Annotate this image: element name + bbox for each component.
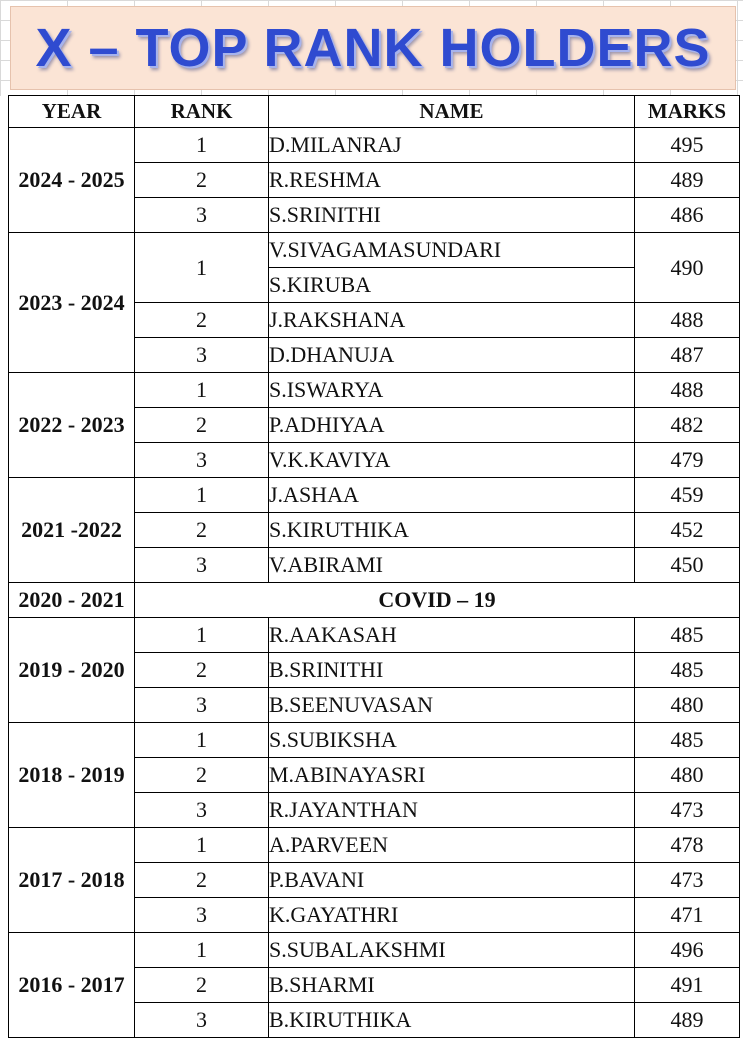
name-cell: S.SUBIKSHA — [269, 723, 635, 758]
marks-cell: 459 — [635, 478, 740, 513]
rank-cell: 1 — [135, 828, 269, 863]
marks-cell: 473 — [635, 863, 740, 898]
name-cell: J.ASHAA — [269, 478, 635, 513]
table-row — [9, 583, 740, 618]
table-row — [9, 478, 740, 513]
marks-cell: 485 — [635, 618, 740, 653]
year-cell: 2023 - 2024 — [9, 233, 135, 373]
marks-cell: 480 — [635, 758, 740, 793]
marks-cell: 479 — [635, 443, 740, 478]
marks-cell: 487 — [635, 338, 740, 373]
year-cell: 2022 - 2023 — [9, 373, 135, 478]
table-row — [9, 828, 740, 863]
rank-cell: 2 — [135, 863, 269, 898]
rank-header: RANK — [135, 96, 269, 128]
name-cell: R.RESHMA — [269, 163, 635, 198]
name-cell: S.ISWARYA — [269, 373, 635, 408]
marks-cell: 485 — [635, 723, 740, 758]
name-header: NAME — [269, 96, 635, 128]
rank-cell: 1 — [135, 933, 269, 968]
table-row — [9, 723, 740, 758]
rank-cell: 3 — [135, 1003, 269, 1038]
marks-cell: 486 — [635, 198, 740, 233]
header-row — [9, 96, 740, 128]
rank-cell: 2 — [135, 758, 269, 793]
marks-cell: 482 — [635, 408, 740, 443]
name-cell: S.SRINITHI — [269, 198, 635, 233]
marks-cell: 485 — [635, 653, 740, 688]
name-cell: V.SIVAGAMASUNDARI — [269, 233, 635, 268]
rank-cell: 1 — [135, 618, 269, 653]
marks-cell: 452 — [635, 513, 740, 548]
name-cell: R.AAKASAH — [269, 618, 635, 653]
marks-cell: 488 — [635, 303, 740, 338]
year-header: YEAR — [9, 96, 135, 128]
year-cell: 2018 - 2019 — [9, 723, 135, 828]
name-cell: D.DHANUJA — [269, 338, 635, 373]
name-cell: S.KIRUBA — [269, 268, 635, 303]
page-title: X – TOP RANK HOLDERS — [35, 18, 711, 78]
year-cell: 2021 -2022 — [9, 478, 135, 583]
table-row — [9, 233, 740, 268]
rank-cell: 2 — [135, 408, 269, 443]
rank-cell: 3 — [135, 443, 269, 478]
name-cell: S.SUBALAKSHMI — [269, 933, 635, 968]
title-banner — [10, 6, 736, 90]
name-cell: M.ABINAYASRI — [269, 758, 635, 793]
marks-cell: 496 — [635, 933, 740, 968]
name-cell: J.RAKSHANA — [269, 303, 635, 338]
marks-cell: 489 — [635, 1003, 740, 1038]
marks-cell: 491 — [635, 968, 740, 1003]
table-row — [9, 128, 740, 163]
marks-cell: 471 — [635, 898, 740, 933]
year-cell: 2024 - 2025 — [9, 128, 135, 233]
rank-cell: 2 — [135, 968, 269, 1003]
rank-cell: 3 — [135, 338, 269, 373]
table-row — [9, 373, 740, 408]
rank-cell: 2 — [135, 163, 269, 198]
rank-cell: 3 — [135, 793, 269, 828]
name-cell: V.ABIRAMI — [269, 548, 635, 583]
name-cell: A.PARVEEN — [269, 828, 635, 863]
name-cell: P.BAVANI — [269, 863, 635, 898]
name-cell: B.SHARMI — [269, 968, 635, 1003]
rank-cell: 3 — [135, 198, 269, 233]
year-cell: 2019 - 2020 — [9, 618, 135, 723]
name-cell: B.SRINITHI — [269, 653, 635, 688]
marks-cell: 480 — [635, 688, 740, 723]
name-cell: P.ADHIYAA — [269, 408, 635, 443]
name-cell: B.KIRUTHIKA — [269, 1003, 635, 1038]
marks-cell: 495 — [635, 128, 740, 163]
name-cell: B.SEENUVASAN — [269, 688, 635, 723]
name-cell: R.JAYANTHAN — [269, 793, 635, 828]
rank-cell: 2 — [135, 303, 269, 338]
year-cell: 2016 - 2017 — [9, 933, 135, 1038]
name-cell: V.K.KAVIYA — [269, 443, 635, 478]
rank-cell: 2 — [135, 653, 269, 688]
marks-cell: 489 — [635, 163, 740, 198]
rank-cell: 1 — [135, 233, 269, 303]
marks-cell: 488 — [635, 373, 740, 408]
covid-note: COVID – 19 — [135, 583, 740, 618]
marks-cell: 473 — [635, 793, 740, 828]
rank-cell: 1 — [135, 128, 269, 163]
name-cell: K.GAYATHRI — [269, 898, 635, 933]
name-cell: S.KIRUTHIKA — [269, 513, 635, 548]
year-cell: 2020 - 2021 — [9, 583, 135, 618]
table-row — [9, 618, 740, 653]
marks-cell: 490 — [635, 233, 740, 303]
year-cell: 2017 - 2018 — [9, 828, 135, 933]
rank-table — [8, 95, 740, 1038]
rank-cell: 1 — [135, 723, 269, 758]
rank-cell: 3 — [135, 548, 269, 583]
rank-cell: 1 — [135, 373, 269, 408]
rank-cell: 1 — [135, 478, 269, 513]
table-row — [9, 933, 740, 968]
name-cell: D.MILANRAJ — [269, 128, 635, 163]
rank-cell: 3 — [135, 688, 269, 723]
rank-cell: 3 — [135, 898, 269, 933]
marks-header: MARKS — [635, 96, 740, 128]
rank-cell: 2 — [135, 513, 269, 548]
marks-cell: 450 — [635, 548, 740, 583]
marks-cell: 478 — [635, 828, 740, 863]
rank-table-body — [9, 128, 740, 1038]
